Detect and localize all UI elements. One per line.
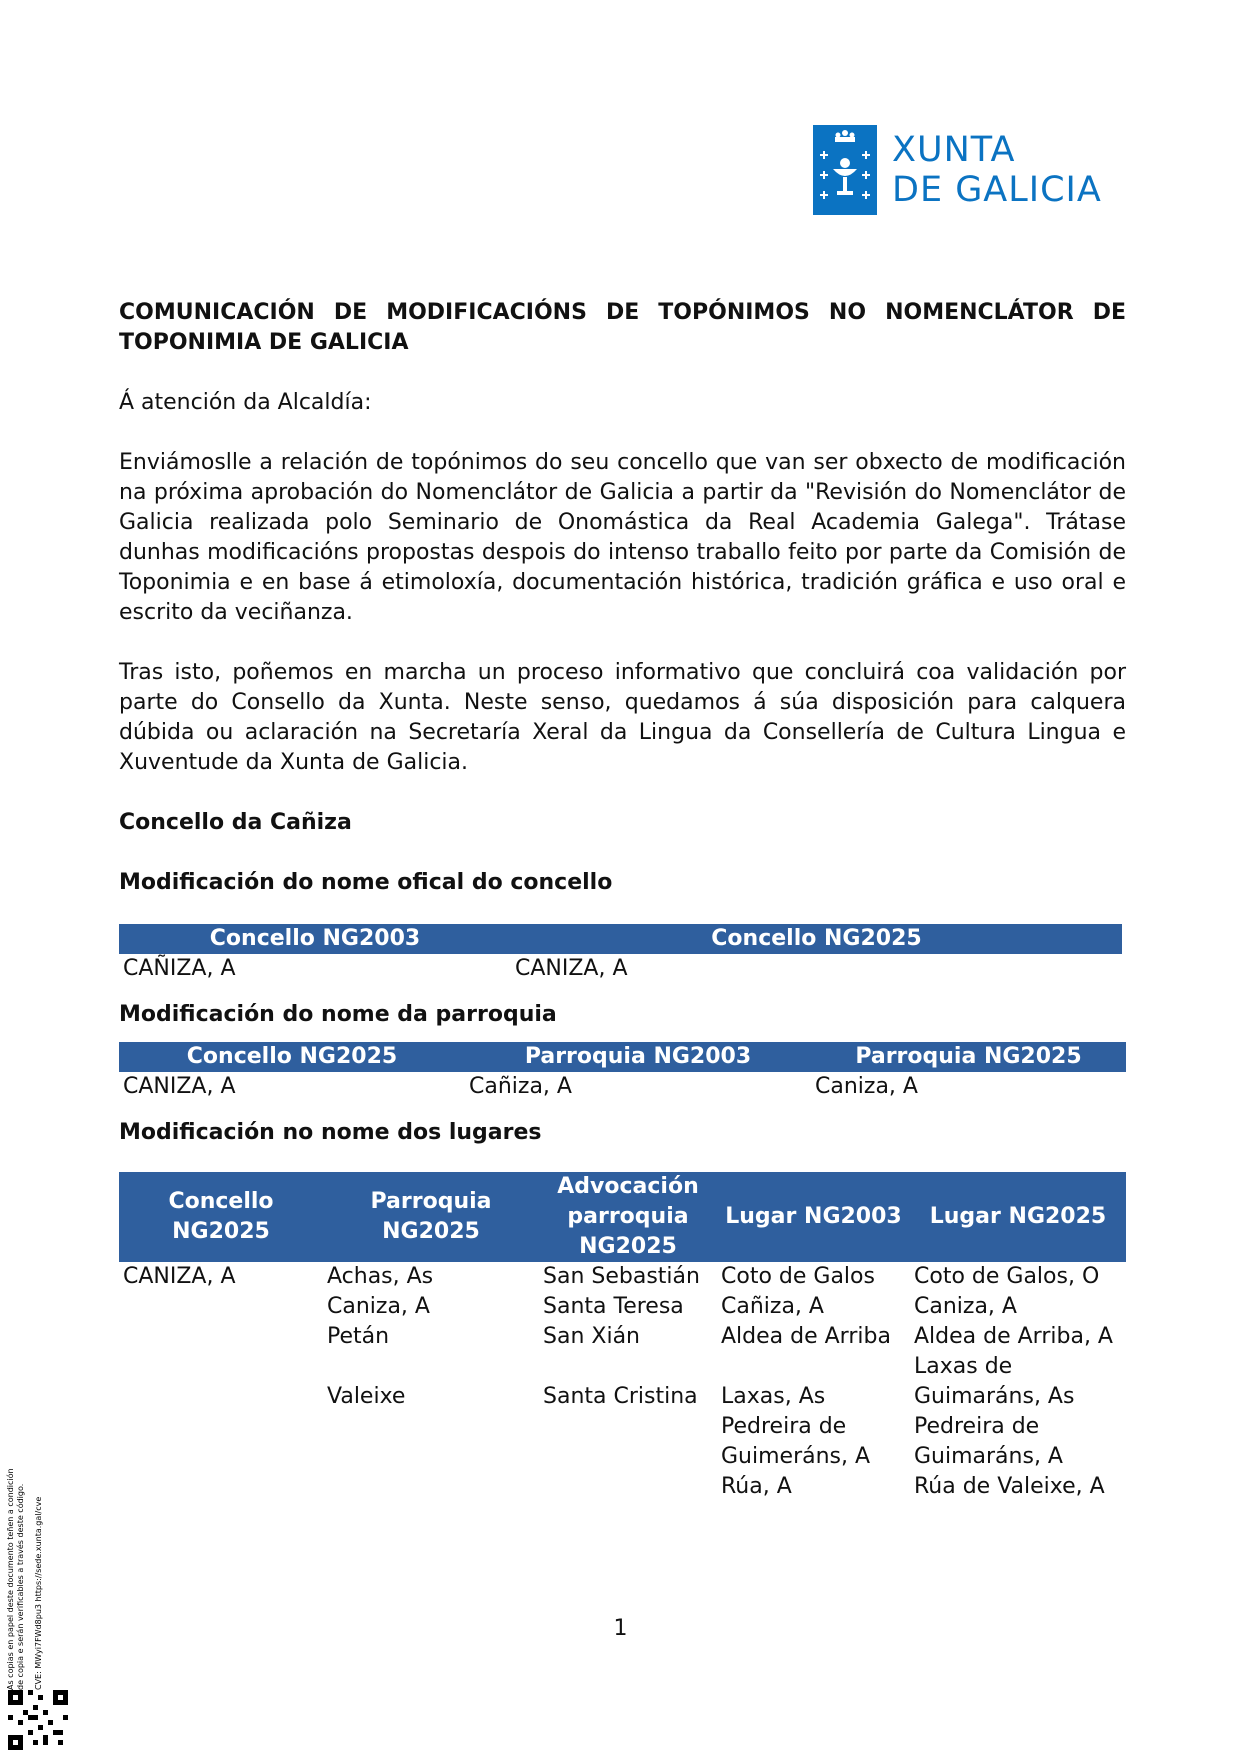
xunta-logo: [813, 125, 1102, 215]
table-cell: Laxas, As: [721, 1384, 826, 1409]
table-cell: Aldea de Arriba: [721, 1324, 891, 1349]
document-title: [119, 298, 1126, 358]
table-cell: Pedreira de: [721, 1414, 847, 1439]
table-cell: [119, 1472, 323, 1502]
table-cell: Rúa de Valeixe, A: [914, 1474, 1105, 1499]
table-row: [119, 1262, 1126, 1292]
table-cell: Santa Cristina: [543, 1384, 698, 1409]
greeting: Á atención da Alcaldía:: [119, 390, 372, 415]
table-cell: [323, 1472, 539, 1502]
table-cell: [119, 1292, 323, 1322]
document-body: [119, 298, 1126, 1502]
table-header: Lugar NG2025: [910, 1172, 1126, 1262]
table-header: Advocación parroquia NG2025: [539, 1172, 717, 1262]
paragraph-1: Enviámoslle a relación de topónimos do seu concello que van ser obxecto de modificación na próxima aprobación do Nomenclátor de Galicia a partir da "Revisión do Nomenclátor de Galicia realizada polo Seminario de Onomástica da Real Academia Galega". Trátase dunhas modificacións propostas despois do intenso traballo feito por parte da Comisión de Toponimia e en base á etimoloxía, documentación histórica, tradición gráfica e uso oral e escrito da veciñanza.: [119, 450, 1126, 625]
table-cell: [119, 1412, 323, 1442]
table-cell: Rúa, A: [721, 1474, 792, 1499]
table-header-row: [119, 1042, 1126, 1072]
table-cell: [539, 1352, 717, 1382]
table-cell: [119, 1322, 323, 1352]
table-cell: Cañiza, A: [469, 1074, 572, 1099]
table-cell: Caniza, A: [815, 1074, 918, 1099]
table-cell: [539, 1472, 717, 1502]
table-cell: Santa Teresa: [543, 1294, 684, 1319]
table-cell: Pedreira de: [914, 1414, 1040, 1439]
table-cell: Petán: [327, 1324, 390, 1349]
table-row: [119, 1412, 1126, 1442]
table-cell: [539, 1442, 717, 1472]
table-row: [119, 1472, 1126, 1502]
table-row: [119, 1442, 1126, 1472]
table-cell: Laxas de: [914, 1354, 1013, 1379]
table-cell: [323, 1412, 539, 1442]
section3-heading: Modificación no nome dos lugares: [119, 1120, 542, 1145]
table-cell: Cañiza, A: [721, 1294, 824, 1319]
page-number: 1: [613, 1616, 628, 1641]
table-cell: Caniza, A: [914, 1294, 1017, 1319]
table-cell: [323, 1352, 539, 1382]
table-cell: Guimeráns, A: [721, 1444, 871, 1469]
table-cell: Coto de Galos, O: [914, 1264, 1100, 1289]
logo-line2: DE GALICIA: [892, 170, 1102, 210]
table-header: Concello NG2003: [119, 924, 511, 954]
table-row: [119, 1292, 1126, 1322]
table-cell: CANIZA, A: [123, 1074, 236, 1099]
side-text-line2: de copia e serán verificables a través deste código.: [16, 1483, 25, 1690]
table-header-row: [119, 924, 1122, 954]
table-header: Lugar NG2003: [717, 1172, 910, 1262]
table-header: Parroquia NG2025: [811, 1042, 1126, 1072]
table-lugares: [119, 1172, 1126, 1502]
table-row: [119, 1322, 1126, 1352]
qr-code-icon: [8, 1690, 68, 1750]
logo-wordmark: [892, 130, 1102, 210]
verification-side-text: [6, 1290, 44, 1690]
table-cell: San Sebastián: [543, 1264, 700, 1289]
table-header: Parroquia NG2025: [323, 1172, 539, 1262]
table-cell: CANIZA, A: [515, 956, 628, 981]
table-cell: San Xián: [543, 1324, 640, 1349]
table-parroquia: [119, 1042, 1126, 1102]
table-cell: [119, 1442, 323, 1472]
table-cell: CAÑIZA, A: [123, 956, 236, 981]
paragraph-2: Tras isto, poñemos en marcha un proceso informativo que concluirá coa validación por parte do Consello da Xunta. Neste senso, quedamos á súa disposición para calquera dúbida ou aclaración na Secretaría Xeral da Lingua da Consellería de Cultura Lingua e Xuventude da Xunta de Galicia.: [119, 660, 1126, 775]
side-text-line1: As copias en papel deste documento teñen a condición: [6, 1468, 15, 1690]
concello-heading: Concello da Cañiza: [119, 810, 352, 835]
title-line2: TOPONIMIA DE GALICIA: [119, 330, 409, 355]
table-cell: CANIZA, A: [123, 1264, 236, 1289]
table-cell: [539, 1412, 717, 1442]
table-cell: Achas, As: [327, 1264, 434, 1289]
table-cell: Aldea de Arriba, A: [914, 1324, 1113, 1349]
table-header: Concello NG2025: [511, 924, 1122, 954]
table-header-row: [119, 1172, 1126, 1262]
table-cell: [323, 1442, 539, 1472]
table-cell: Guimaráns, As: [914, 1384, 1075, 1409]
galicia-emblem-icon: [813, 125, 877, 215]
section1-heading: Modificación do nome ofical do concello: [119, 870, 613, 895]
logo-line1: XUNTA: [892, 130, 1016, 170]
table-row: [119, 1072, 1126, 1102]
table-row: [119, 954, 1122, 984]
section2-heading: Modificación do nome da parroquia: [119, 1002, 557, 1027]
table-cell: Guimaráns, A: [914, 1444, 1063, 1469]
table-cell: Coto de Galos: [721, 1264, 875, 1289]
table-cell: Valeixe: [327, 1384, 406, 1409]
table-row: [119, 1352, 1126, 1382]
table-cell: [717, 1352, 910, 1382]
table-row: [119, 1382, 1126, 1412]
table-header: Concello NG2025: [119, 1172, 323, 1262]
title-line1: COMUNICACIÓN DE MODIFICACIÓNS DE TOPÓNIMOS NO NOMENCLÁTOR DE: [119, 300, 1126, 325]
side-text-line3: CVE: MWyi7FWd8pu3 https://sede.xunta.gal/cve: [34, 1496, 43, 1690]
table-cell: [119, 1382, 323, 1412]
table-cell: [119, 1352, 323, 1382]
table-header: Parroquia NG2003: [465, 1042, 811, 1072]
table-concello: [119, 924, 1122, 984]
table-header: Concello NG2025: [119, 1042, 465, 1072]
table-cell: Caniza, A: [327, 1294, 430, 1319]
